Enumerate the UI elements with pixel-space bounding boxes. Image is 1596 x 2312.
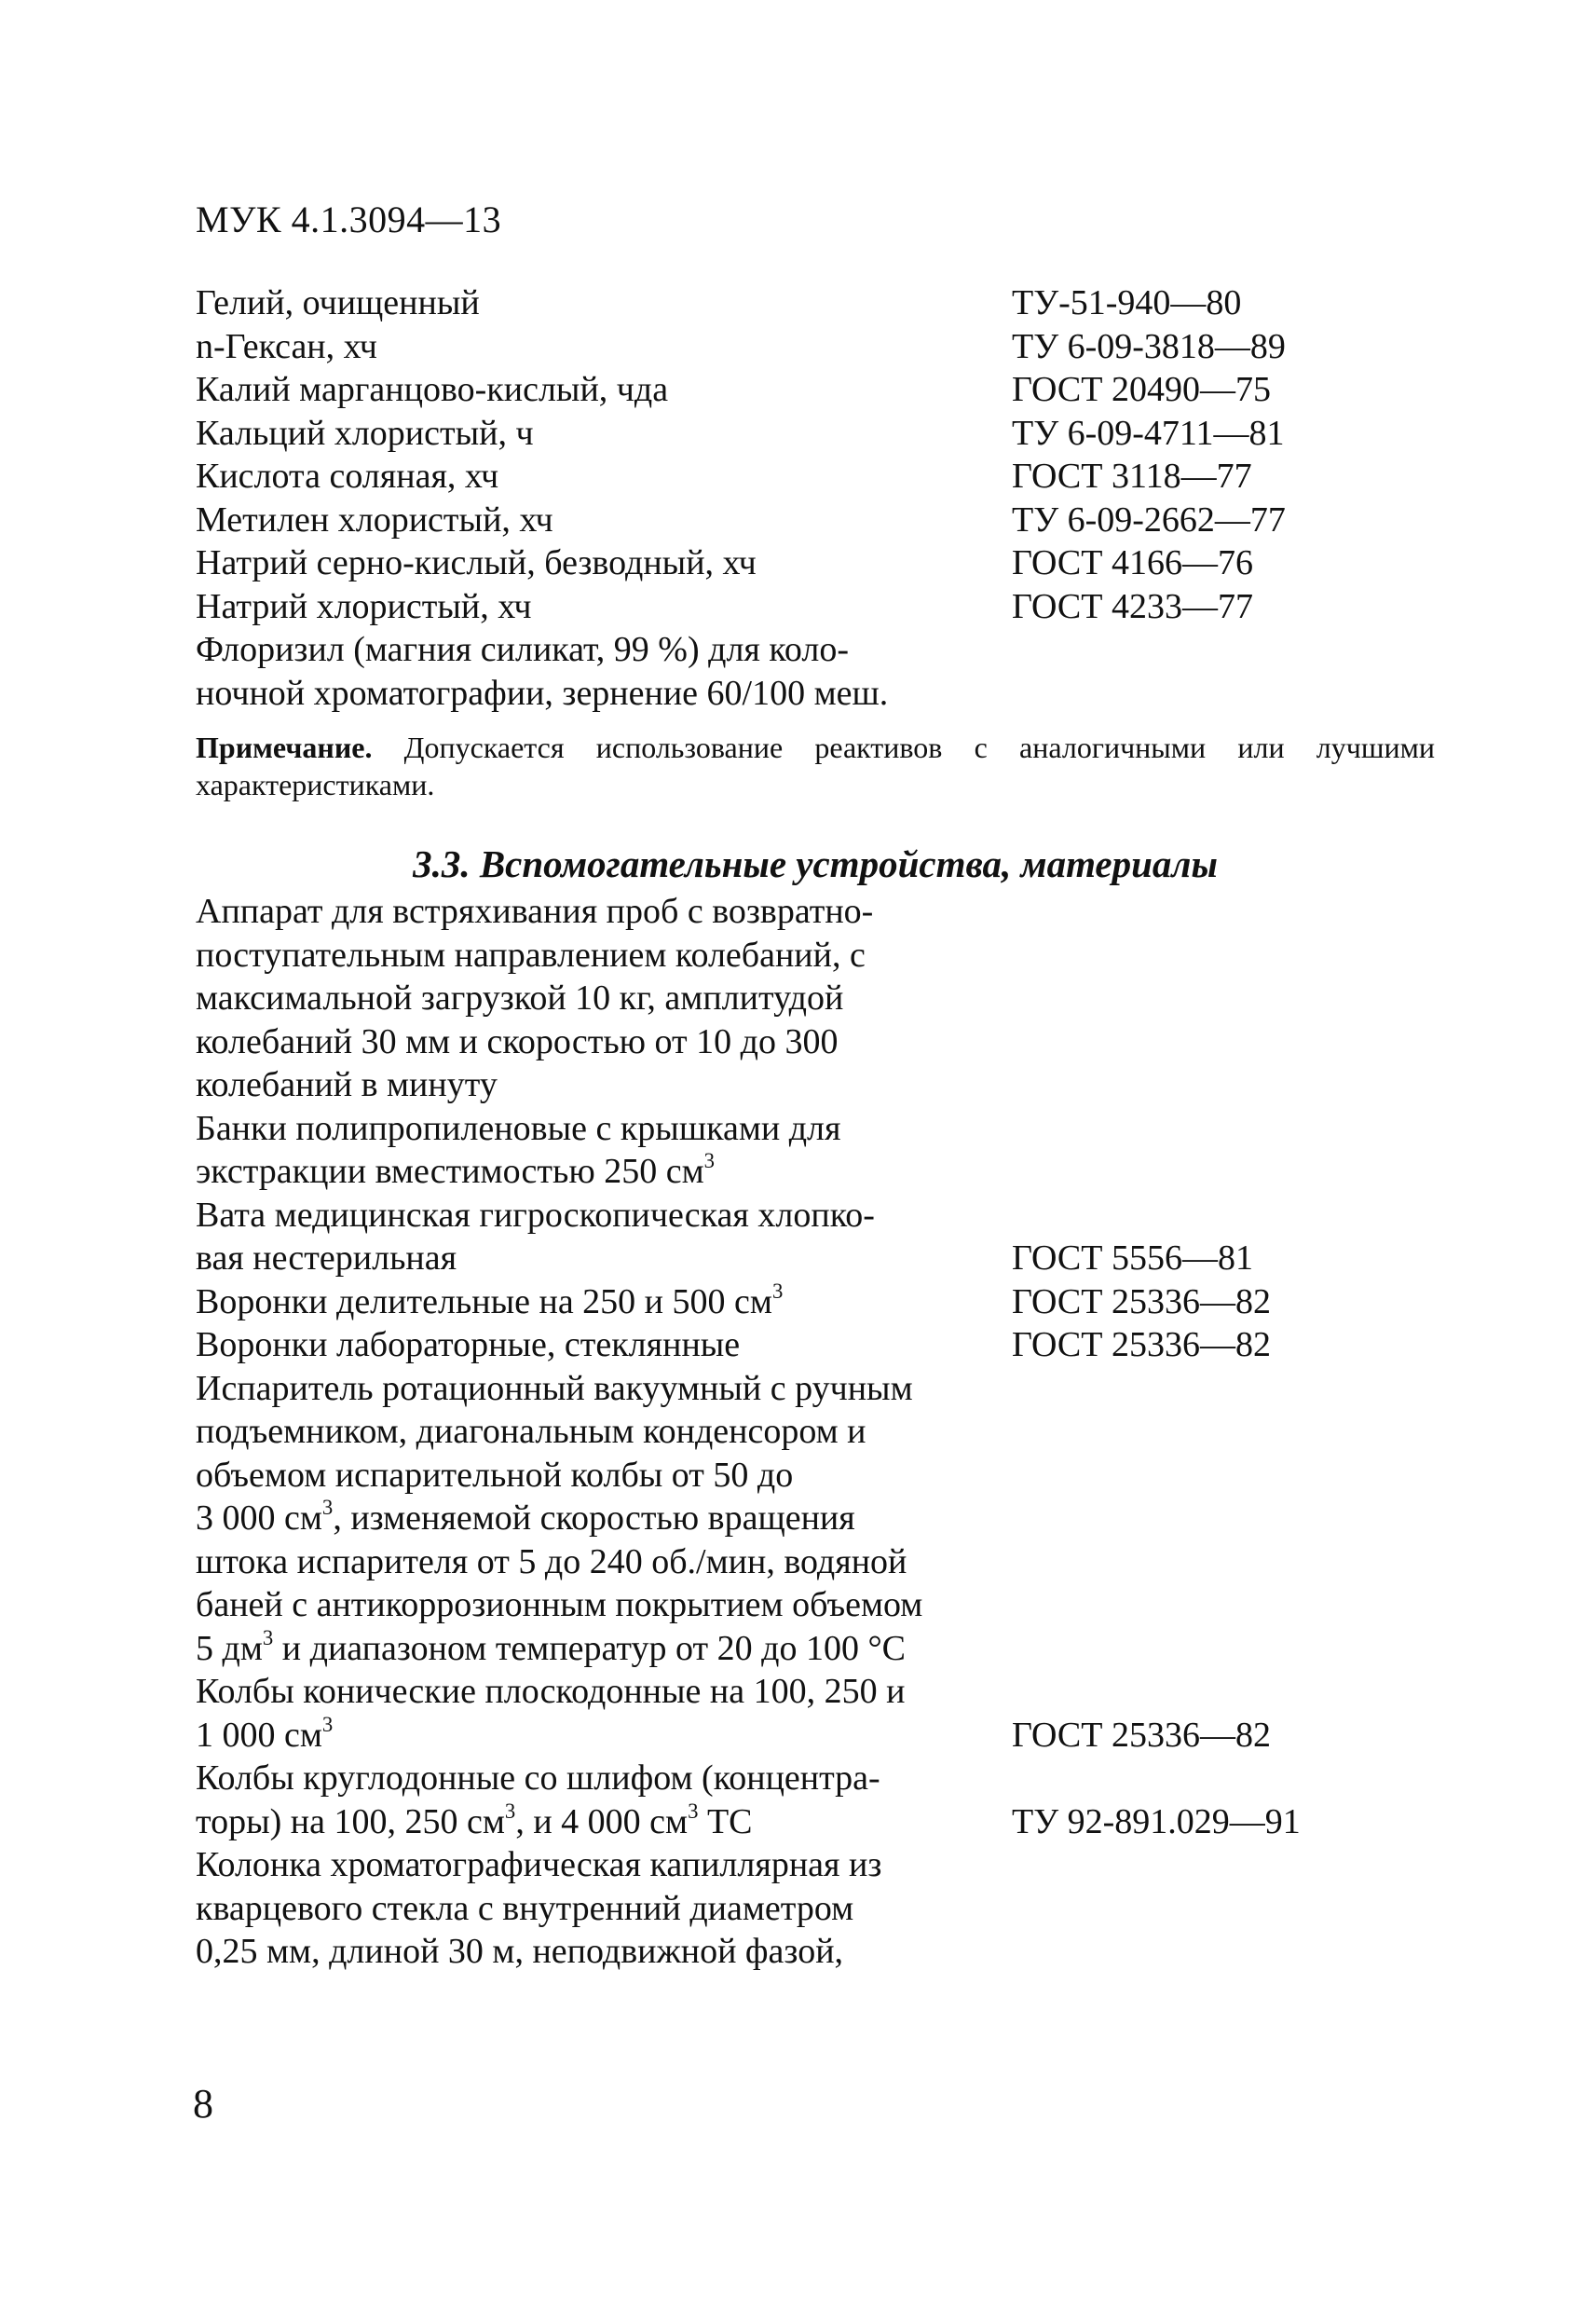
item-name: Испаритель ротационный вакуумный с ручным	[196, 1368, 913, 1408]
item-standard: ГОСТ 20490—75	[1012, 370, 1271, 409]
item-name: подъемником, диагональным конденсором и	[196, 1412, 866, 1451]
item-name: Колбы конические плоскодонные на 100, 250 и	[196, 1672, 906, 1711]
item-name: Вата медицинская гигроскопическая хлопко-	[196, 1195, 875, 1235]
item-name: экстракции вместимостью 250 $см^3$	[196, 1149, 716, 1191]
equipment-row	[196, 1367, 1435, 1411]
reagent-row	[196, 541, 1435, 585]
item-name: Калий марганцово-кислый, чда	[196, 370, 669, 409]
item-name: колебаний 30 мм и скоростью от 10 до 300	[196, 1021, 839, 1061]
item-name: поступательным направлением колебаний, с	[196, 935, 866, 975]
equipment-row	[196, 1583, 1435, 1627]
item-standard: ТУ-51-940—80	[1012, 283, 1242, 322]
item-standard: ГОСТ 25336—82	[1012, 1325, 1271, 1364]
equipment-row	[196, 1887, 1435, 1931]
item-name: кварцевого стекла с внутренний диаметром	[196, 1888, 854, 1928]
item-name: объемом испарительной колбы от 50 до	[196, 1455, 794, 1495]
item-name: торы) на 100, 250 $см^3$, и 4 000 $см^3$ ТС	[196, 1799, 753, 1841]
item-name: Воронки лабораторные, стеклянные	[196, 1325, 741, 1364]
item-standard: ГОСТ 4233—77	[1012, 586, 1253, 626]
item-name: Натрий серно-кислый, безводный, хч	[196, 543, 757, 582]
item-name: 3 000 $см^3$, изменяемой скоростью вращения	[196, 1496, 855, 1538]
item-name: ночной хроматографии, зернение 60/100 меш.	[196, 673, 889, 713]
equipment-row	[196, 1540, 1435, 1584]
equipment-row	[196, 1454, 1435, 1498]
item-name: Банки полипропиленовые с крышками для	[196, 1108, 841, 1148]
item-name: Гелий, очищенный	[196, 283, 480, 322]
note	[196, 729, 1435, 803]
reagent-row	[196, 281, 1435, 325]
item-name: Воронки делительные на 250 и 500 $см^3$	[196, 1279, 784, 1321]
equipment-row	[196, 1410, 1435, 1454]
item-name: Колбы круглодонные со шлифом (концентра-	[196, 1758, 880, 1798]
equipment-row	[196, 1714, 1435, 1758]
reagent-row	[196, 499, 1435, 542]
equipment-row	[196, 1237, 1435, 1280]
item-standard: ГОСТ 25336—82	[1012, 1715, 1271, 1755]
equipment-row	[196, 1800, 1435, 1844]
reagent-row	[196, 455, 1435, 499]
item-standard: ТУ 6-09-2662—77	[1012, 499, 1286, 540]
item-name: Аппарат для встряхивания проб с возвратно-	[196, 892, 874, 931]
item-name: 1 000 $см^3$	[196, 1712, 334, 1755]
reagent-row	[196, 628, 1435, 672]
item-name: баней с антикоррозионным покрытием объемом	[196, 1585, 923, 1624]
item-name: вая нестерильная	[196, 1238, 457, 1278]
reagents-list	[196, 281, 1435, 715]
equipment-row	[196, 1280, 1435, 1324]
equipment-row	[196, 934, 1435, 978]
item-standard: ТУ 92-891.029—91	[1012, 1801, 1301, 1841]
section-title: 3.3. Вспомогательные устройства, материалы	[413, 842, 1218, 885]
item-standard: ТУ 6-09-3818—89	[1012, 326, 1286, 366]
item-name: Натрий хлористый, хч	[196, 586, 532, 626]
equipment-row	[196, 1670, 1435, 1714]
item-standard: ГОСТ 5556—81	[1012, 1238, 1253, 1278]
equipment-row	[196, 1020, 1435, 1064]
item-name: штока испарителя от 5 до 240 об./мин, водяной	[196, 1541, 907, 1581]
item-name: максимальной загрузкой 10 кг, амплитудой	[196, 978, 844, 1018]
equipment-row	[196, 1323, 1435, 1367]
equipment-list	[196, 890, 1435, 1974]
note-label: Примечание.	[196, 731, 373, 764]
item-name: Кальций хлористый, ч	[196, 413, 534, 453]
document-header: МУК 4.1.3094—13	[196, 198, 502, 240]
page-number: 8	[193, 2081, 213, 2127]
item-standard: ТУ 6-09-4711—81	[1012, 413, 1285, 453]
item-standard: ГОСТ 3118—77	[1012, 457, 1252, 496]
equipment-row	[196, 1194, 1435, 1238]
equipment-row	[196, 1063, 1435, 1107]
reagent-row	[196, 368, 1435, 412]
item-name: Флоризил (магния силикат, 99 %) для коло-	[196, 630, 850, 669]
equipment-row	[196, 1757, 1435, 1800]
equipment-row	[196, 1150, 1435, 1194]
item-name: Колонка хроматографическая капиллярная из	[196, 1845, 882, 1884]
equipment-row	[196, 1930, 1435, 1974]
equipment-row	[196, 1627, 1435, 1671]
reagent-row	[196, 672, 1435, 716]
item-standard: ГОСТ 4166—76	[1012, 543, 1253, 582]
item-name: 5 $дм^3$ и диапазоном температур от 20 до 100 °С	[196, 1625, 907, 1668]
note-text: Допускается использование реактивов с аналогичными или лучшими характеристиками.	[196, 731, 1435, 801]
equipment-row	[196, 1497, 1435, 1540]
item-name: n-Гексан, хч	[196, 326, 377, 366]
item-name: Метилен хлористый, хч	[196, 499, 553, 540]
reagent-row	[196, 585, 1435, 629]
item-standard: ГОСТ 25336—82	[1012, 1281, 1271, 1321]
item-name: колебаний в минуту	[196, 1065, 498, 1104]
equipment-row	[196, 1107, 1435, 1151]
reagent-row	[196, 412, 1435, 456]
item-name: 0,25 мм, длиной 30 м, неподвижной фазой,	[196, 1932, 844, 1971]
equipment-row	[196, 1843, 1435, 1887]
item-name: Кислота соляная, хч	[196, 457, 499, 496]
reagent-row	[196, 325, 1435, 369]
equipment-row	[196, 977, 1435, 1020]
equipment-row	[196, 890, 1435, 934]
